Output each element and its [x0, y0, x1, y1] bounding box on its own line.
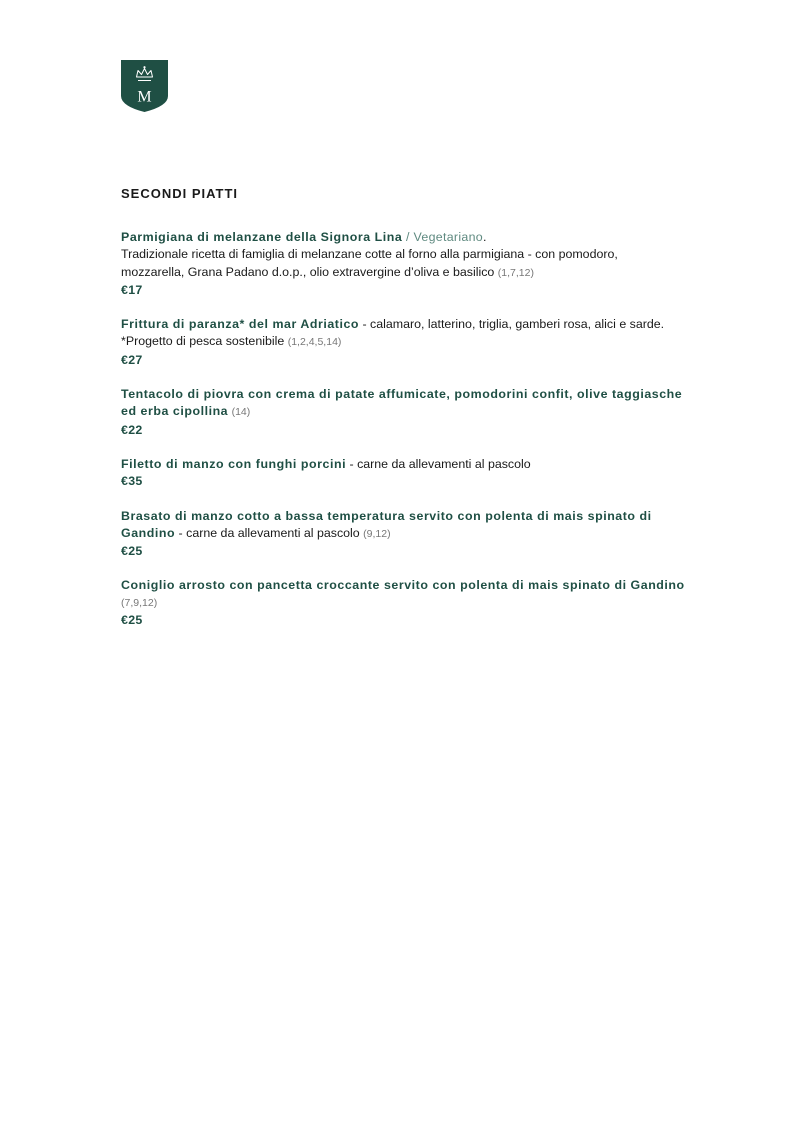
dish-description: - calamaro, latterino, triglia, gamberi rosa, alici e sarde. — [359, 317, 665, 332]
dish-name: Parmigiana di melanzane della Signora Lina — [121, 230, 403, 244]
dish-description: Tradizionale ricetta di famiglia di melanzane cotte al forno alla parmigiana - con pomodoro, — [121, 247, 618, 262]
dish-name: ed erba cipollina — [121, 404, 229, 419]
dish-name: Brasato di manzo cotto a bassa temperatura servito con polenta di mais spinato di — [121, 508, 652, 523]
dish-list — [121, 229, 731, 646]
dish-title-line — [121, 525, 731, 543]
dish-price: €17 — [121, 282, 143, 297]
dish-name: Gandino — [121, 525, 176, 540]
section-title: SECONDI PIATTI — [121, 186, 239, 201]
dish-category-separator: / — [402, 230, 414, 244]
dish-price: €25 — [121, 613, 143, 628]
dish-item — [121, 577, 731, 629]
dish-allergens: (1,7,12) — [497, 266, 534, 279]
dish-item — [121, 229, 731, 299]
dish-description: mozzarella, Grana Padano d.o.p., olio extravergine d’oliva e basilico — [121, 264, 495, 279]
dish-description: *Progetto di pesca sostenibile — [121, 334, 285, 349]
dish-name: Coniglio arrosto con pancetta croccante servito con polenta di mais spinato di Gandino — [121, 578, 685, 593]
dish-price: €22 — [121, 422, 143, 437]
crown-shield-icon — [121, 60, 168, 112]
dish-item — [121, 386, 731, 439]
dish-name: Tentacolo di piovra con crema di patate affumicate, pomodorini confit, olive taggiasche — [121, 387, 683, 402]
dish-allergens: (14) — [231, 406, 251, 419]
logo-monogram: M — [137, 88, 152, 106]
dish-title-line — [121, 456, 731, 473]
dish-item — [121, 316, 731, 369]
dish-title-line — [121, 229, 731, 246]
dish-name: Frittura di paranza* del mar Adriatico — [121, 317, 360, 332]
dish-allergens: (7,9,12) — [121, 596, 158, 609]
dish-price: €27 — [121, 352, 143, 367]
dish-description: - carne da allevamenti al pascolo — [175, 525, 360, 540]
dish-title-line — [121, 316, 731, 333]
dish-item — [121, 508, 731, 561]
dish-allergens: (1,2,4,5,14) — [287, 336, 342, 349]
dish-title-line — [121, 403, 731, 421]
dish-item — [121, 456, 731, 491]
restaurant-logo — [121, 60, 168, 112]
dish-description-line — [121, 333, 731, 351]
dish-price: €25 — [121, 544, 143, 559]
dish-category-end: . — [483, 230, 487, 244]
dish-name: Filetto di manzo con funghi porcini — [121, 456, 347, 471]
dish-description-line — [121, 264, 731, 282]
dish-price: €35 — [121, 474, 143, 489]
dish-description: - carne da allevamenti al pascolo — [346, 456, 531, 471]
dish-category: Vegetariano — [413, 230, 483, 244]
dish-allergens: (9,12) — [363, 527, 391, 540]
